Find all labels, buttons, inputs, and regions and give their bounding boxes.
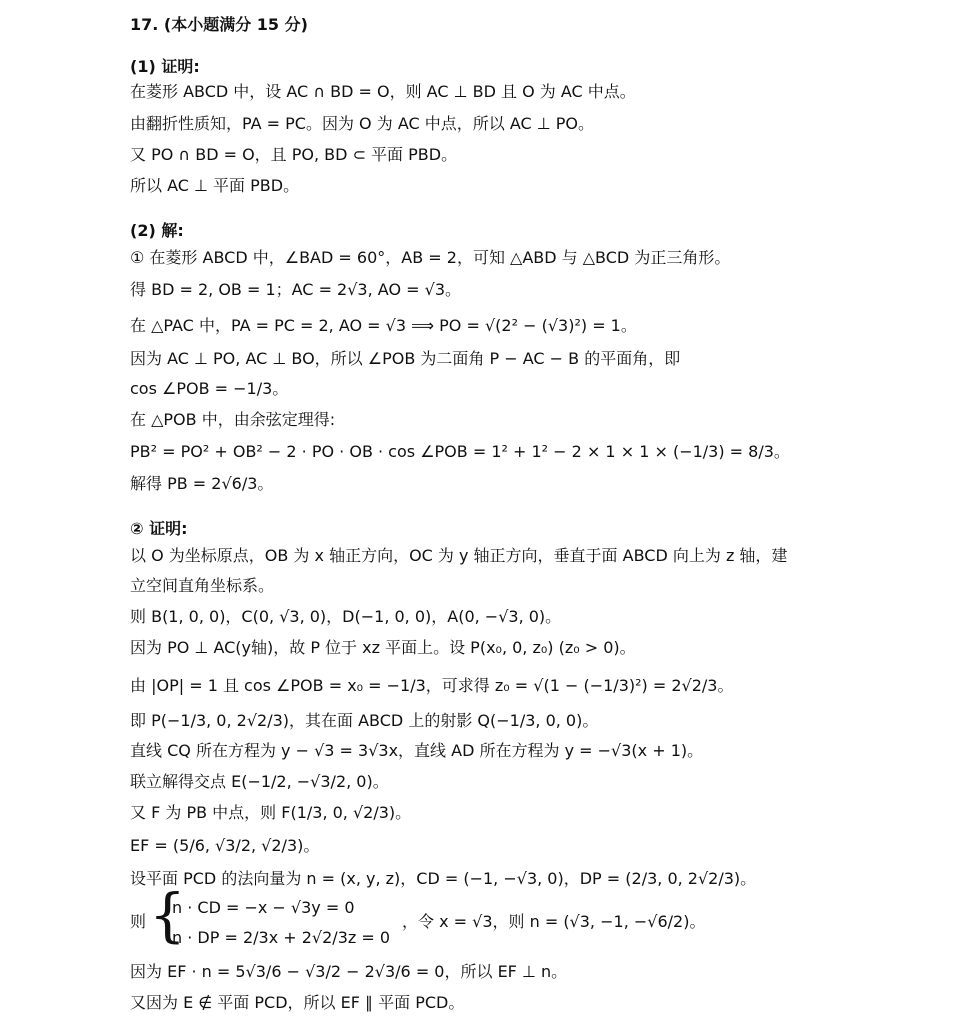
solution-line-26: 又因为 E ∉ 平面 PCD，所以 EF ∥ 平面 PCD。 (130, 993, 465, 1012)
problem-title: 17. (本小题满分 15 分) (130, 15, 308, 34)
solution-line-17: 由 |OP| = 1 且 cos ∠POB = x₀ = −1/3，可求得 z₀ = √(1 − (−1/3)²) = 2√2/3。 (130, 676, 734, 695)
solution-line-18: 即 P(−1/3, 0, 2√2/3)，其在面 ABCD 上的射影 Q(−1/3, 0, 0)。 (130, 711, 599, 730)
part1-label: (1) 证明: (130, 57, 200, 76)
solution-line-8: 因为 AC ⊥ PO, AC ⊥ BO，所以 ∠POB 为二面角 P − AC − B 的平面角，即 (130, 349, 681, 368)
solution-line-16: 因为 PO ⊥ AC(y轴)，故 P 位于 xz 平面上。设 P(x₀, 0, z₀) (z₀ > 0)。 (130, 638, 636, 657)
system-brace: { (149, 881, 186, 949)
proof-line-3: 又 PO ∩ BD = O，且 PO, BD ⊂ 平面 PBD。 (130, 145, 458, 164)
proof-line-1: 在菱形 ABCD 中，设 AC ∩ BD = O，则 AC ⊥ BD 且 O 为 AC 中点。 (130, 82, 636, 101)
solution-line-15: 则 B(1, 0, 0)，C(0, √3, 0)，D(−1, 0, 0)，A(0, −√3, 0)。 (130, 607, 562, 626)
proof-line-2: 由翻折性质知，PA = PC。因为 O 为 AC 中点，所以 AC ⊥ PO。 (130, 114, 595, 133)
proof-line-4: 所以 AC ⊥ 平面 PBD。 (130, 176, 300, 195)
solution-line-23: 设平面 PCD 的法向量为 n = (x, y, z)，CD = (−1, −√3, 0)，DP = (2/3, 0, 2√2/3)。 (130, 869, 757, 888)
solution-line-6: 得 BD = 2, OB = 1；AC = 2√3, AO = √3。 (130, 280, 461, 299)
solution-line-7: 在 △PAC 中，PA = PC = 2, AO = √3 ⟹ PO = √(2² − (√3)²) = 1。 (130, 316, 637, 335)
solution-line-5: ① 在菱形 ABCD 中，∠BAD = 60°，AB = 2，可知 △ABD 与 △BCD 为正三角形。 (130, 248, 731, 267)
system-conclusion: ，令 x = √3，则 n = (√3, −1, −√6/2)。 (402, 912, 706, 931)
solution-line-12: 解得 PB = 2√6/3。 (130, 474, 274, 493)
solution-line-9: cos ∠POB = −1/3。 (130, 379, 289, 398)
solution-line-21: 又 F 为 PB 中点，则 F(1/3, 0, √2/3)。 (130, 803, 412, 822)
system-equation-1: n · CD = −x − √3y = 0 (172, 898, 355, 917)
solution-line-10: 在 △POB 中，由余弦定理得: (130, 410, 336, 429)
part2-label: (2) 解: (130, 221, 184, 240)
solution-line-25: 因为 EF · n = 5√3/6 − √3/2 − 2√3/6 = 0，所以 EF ⊥ n。 (130, 962, 568, 981)
solution-line-14: 立空间直角坐标系。 (130, 576, 275, 595)
solution-line-22: EF = (5/6, √3/2, √2/3)。 (130, 836, 320, 855)
solution-line-13: 以 O 为坐标原点，OB 为 x 轴正方向，OC 为 y 轴正方向，垂直于面 ABCD 向上为 z 轴，建 (130, 546, 788, 565)
solution-line-19: 直线 CQ 所在方程为 y − √3 = 3√3x，直线 AD 所在方程为 y = −√3(x + 1)。 (130, 741, 704, 760)
sub2-label: ② 证明: (130, 519, 188, 538)
system-equation-2: n · DP = 2/3x + 2√2/3z = 0 (172, 928, 391, 947)
system-prefix: 则 (130, 912, 147, 931)
solution-line-20: 联立解得交点 E(−1/2, −√3/2, 0)。 (130, 772, 389, 791)
solution-line-11: PB² = PO² + OB² − 2 · PO · OB · cos ∠POB = 1² + 1² − 2 × 1 × 1 × (−1/3) = 8/3。 (130, 442, 790, 461)
